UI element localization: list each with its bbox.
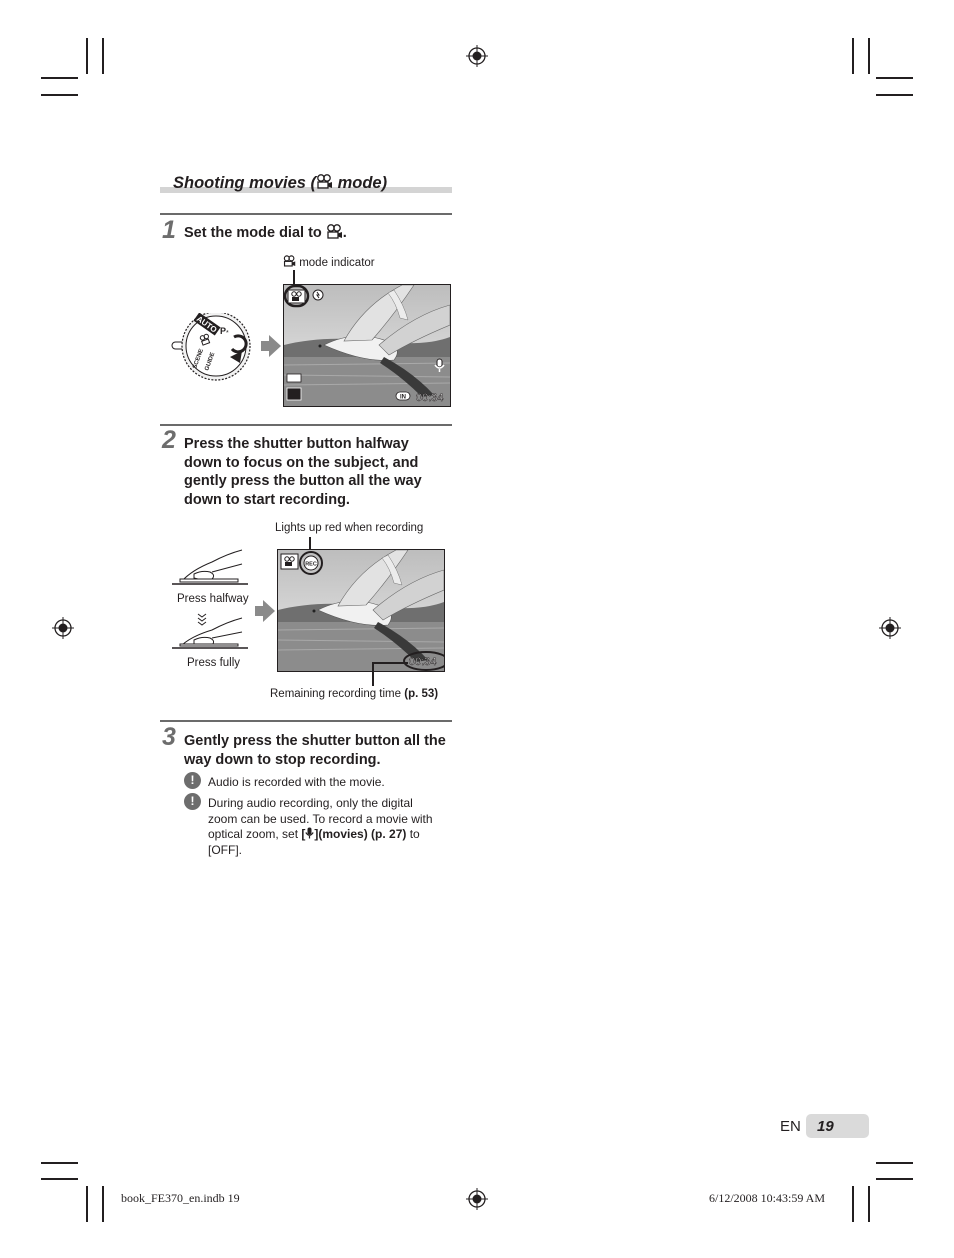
note-item — [184, 796, 444, 858]
press-halfway-label: Press halfway — [177, 593, 249, 605]
mode-dial-illustration — [170, 313, 260, 381]
step-divider — [160, 720, 452, 722]
remaining-time-label: Remaining recording time (p. 53) — [270, 688, 439, 700]
microphone-icon — [435, 359, 444, 372]
crop-mark — [41, 77, 78, 79]
arrow-right-icon — [255, 600, 275, 622]
page-number-box — [806, 1114, 869, 1138]
crop-mark — [868, 1186, 870, 1222]
crop-mark — [86, 1186, 88, 1222]
crop-mark — [876, 1162, 913, 1164]
movie-mode-icon — [281, 554, 298, 569]
crop-mark — [102, 1186, 104, 1222]
rec-badge: REC — [305, 561, 317, 568]
crop-mark — [876, 94, 913, 96]
dial-p-label: P — [220, 326, 227, 336]
note-text: Audio is recorded with the movie. — [208, 775, 385, 789]
step-instruction: Set the mode dial to . — [184, 225, 347, 241]
step-number: 2 — [162, 426, 176, 454]
shutter-full-press-illustration — [172, 612, 248, 650]
note-item — [184, 775, 444, 791]
crop-mark — [876, 1178, 913, 1180]
svg-text:*: * — [226, 330, 229, 337]
language-label: EN — [780, 1118, 801, 1135]
step-number: 3 — [162, 723, 176, 751]
crop-mark — [102, 38, 104, 74]
registration-mark-icon — [52, 617, 74, 639]
callout-line — [372, 662, 408, 664]
footer-timestamp: 6/12/2008 10:43:59 AM — [709, 1191, 826, 1205]
remaining-time-readout: 00:34 — [416, 392, 444, 404]
shutter-half-press-illustration — [172, 548, 248, 586]
crop-mark — [41, 94, 78, 96]
internal-memory-label: IN — [400, 394, 406, 401]
dial-guide-label: GUIDE — [204, 351, 217, 372]
crop-mark — [876, 77, 913, 79]
crop-mark — [41, 1162, 78, 1164]
crop-mark — [852, 1186, 854, 1222]
page-number: 19 — [817, 1118, 834, 1135]
movie-mode-icon — [316, 174, 333, 189]
movie-mode-icon — [326, 224, 343, 239]
page-reference: (p. 53) — [404, 688, 439, 700]
screen-overlay-icons — [284, 285, 450, 406]
step-number: 1 — [162, 216, 176, 244]
camera-screen-mode-indicator — [283, 284, 451, 407]
lights-up-label: Lights up red when recording — [275, 522, 424, 534]
mode-indicator-label: mode indicator — [283, 255, 375, 271]
image-size-icon — [287, 374, 301, 382]
step-divider — [160, 213, 452, 215]
crop-mark — [852, 38, 854, 74]
registration-mark-icon — [466, 45, 488, 67]
remaining-time-readout: 00:34 — [409, 656, 437, 668]
camera-screen-recording — [277, 549, 445, 672]
caution-icon: ! — [184, 793, 201, 810]
crop-mark — [86, 38, 88, 74]
step-instruction: Press the shutter button halfway down to focus on the subject, and gently press the button all the way down to start recording. — [184, 436, 422, 508]
crop-mark — [41, 1178, 78, 1180]
movie-mode-icon — [288, 290, 305, 303]
dial-scene-label: SCENE — [192, 348, 205, 370]
step-instruction: Gently press the shutter button all the way down to stop recording. — [184, 733, 446, 768]
screen-overlay-icons — [278, 550, 444, 671]
footer-file-info: book_FE370_en.indb 19 — [121, 1191, 240, 1205]
movie-mode-icon — [283, 255, 296, 267]
step-divider — [160, 424, 452, 426]
note-text: During audio recording, only the digital zoom can be used. To record a movie with optical zoom, set [ ](movies) (p. 27) to [OFF]. — [208, 796, 433, 857]
section-title: Shooting movies ( mode) — [173, 174, 388, 192]
arrow-right-icon — [261, 335, 281, 357]
caution-icon: ! — [184, 772, 201, 789]
dial-auto-label: AUTO — [194, 314, 219, 335]
registration-mark-icon — [466, 1188, 488, 1210]
registration-mark-icon — [879, 617, 901, 639]
crop-mark — [868, 38, 870, 74]
callout-line — [372, 662, 374, 686]
frame-rate-icon — [287, 388, 301, 400]
press-fully-label: Press fully — [187, 657, 241, 669]
